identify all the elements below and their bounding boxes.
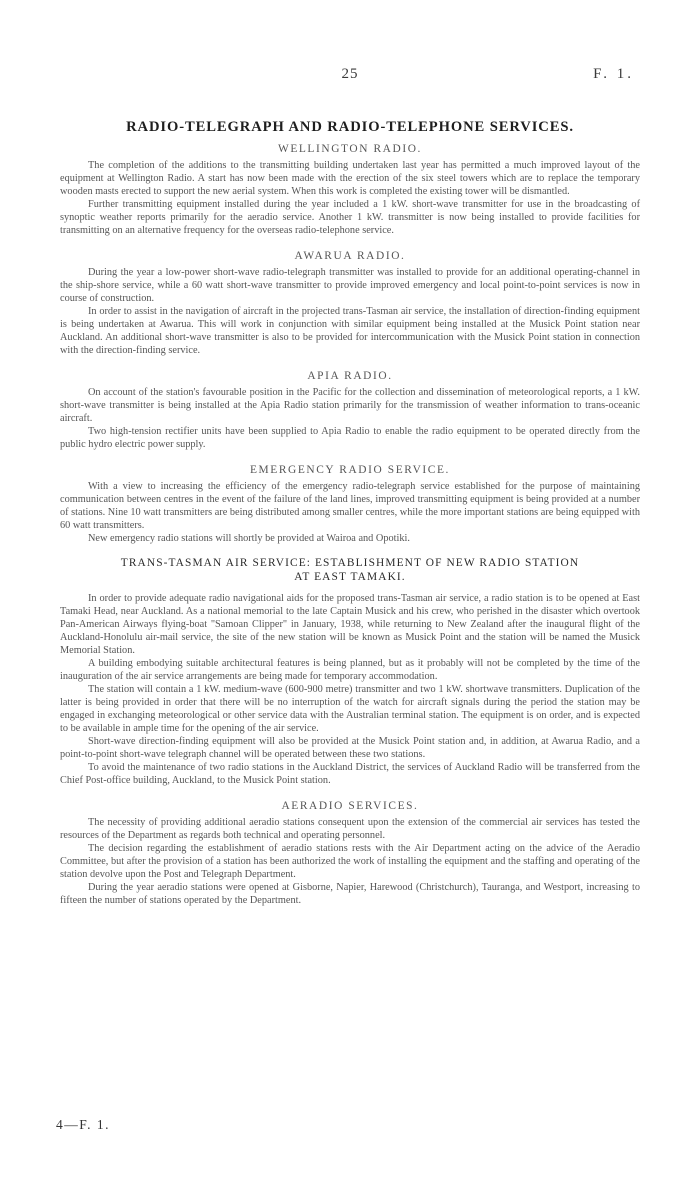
paragraph: During the year aeradio stations were opened at Gisborne, Napier, Harewood (Christchurch), Tauranga, and Westport, increasing to fifteen the number of stations operated by the Department. [60,882,640,906]
paragraph: Further transmitting equipment installed during the year included a 1 kW. short-wave transmitter for use in the broadcasting of synoptic weather reports primarily for the aeradio service. Another 1 kW. transmitter is now being installed to provide facilities for transmitting on an alternative frequency for the overseas radio-telephone service. [60,199,640,236]
signature-mark: 4—F. 1. [56,1117,111,1132]
document-reference: F. 1. [593,66,634,82]
section-heading-line-2: AT EAST TAMAKI. [294,571,406,583]
paragraph: In order to assist in the navigation of aircraft in the projected trans-Tasman air service, the installation of direction-finding equipment is being undertaken at Awarua. This will work in conjunction with similar equipment being installed at the Musick Point station near Auckland. An additional short-wave transmitter is also to be provided for intercommunication with the Musick Point station in connection with the direction-finding service. [60,306,640,356]
paragraph: The completion of the additions to the transmitting building undertaken last year has permitted a much improved layout of the equipment at Wellington Radio. A start has now been made with the erection of the six steel towers which are to replace the temporary wooden masts erected to support the new aerial system. When this work is completed the existing tower will be dismantled. [60,160,640,197]
page-number: 25 [341,66,359,82]
paragraph: Short-wave direction-finding equipment will also be provided at the Musick Point station and, in addition, at Awarua Radio, and a point-to-point short-wave telegraph channel will be operated between these two stations. [60,736,640,760]
section-heading: AERADIO SERVICES. [281,800,419,812]
section-emergency-radio-service [60,464,640,545]
document-body [60,143,640,907]
section-heading: EMERGENCY RADIO SERVICE. [249,464,450,476]
paragraph: A building embodying suitable architectural features is being planned, but as it probably will not be completed by the time of the inauguration of the air service arrangements are being made for temporary accommodation. [60,658,640,682]
section-awarua-radio [60,250,640,357]
paragraph: On account of the station's favourable position in the Pacific for the collection and dissemination of meteorological reports, a 1 kW. short-wave transmitter is being installed at the Apia Radio station primarily for the transmission of weather information to trans-oceanic aircraft. [60,387,640,424]
paragraph: During the year a low-power short-wave radio-telegraph transmitter was installed to provide for an additional operating-channel in the ship-shore service, while a 60 watt short-wave transmitter to provide improved emergency and local point-to-point services is now in course of construction. [60,267,640,304]
paragraph: With a view to increasing the efficiency of the emergency radio-telegraph service established for the purpose of maintaining communication between centres in the event of the failure of the land lines, improved transmitting equipment is being provided at a number of stations. Nine 10 watt transmitters are being distributed among smaller centres, while the more important stations are being equipped with 60 watt transmitters. [60,481,640,531]
section-aeradio-services [60,800,640,907]
paragraph: Two high-tension rectifier units have been supplied to Apia Radio to enable the radio equipment to be operated directly from the public hydro electric power supply. [60,426,640,450]
paragraph: To avoid the maintenance of two radio stations in the Auckland District, the services of Auckland Radio will be transferred from the Chief Post-office building, Auckland, to the Musick Point station. [60,762,640,786]
paragraph: The decision regarding the establishment of aeradio stations rests with the Air Department acting on the advice of the Aeradio Committee, but after the provision of a station has been authorized the work of installing the equipment and the staffing and operating of the station devolve upon the Post and Telegraph Department. [60,843,640,880]
section-heading: AWARUA RADIO. [294,250,406,262]
section-heading-line-1: TRANS-TASMAN AIR SERVICE: ESTABLISHMENT OF NEW RADIO STATION [120,557,580,569]
section-heading: WELLINGTON RADIO. [277,143,423,155]
main-title: RADIO-TELEGRAPH AND RADIO-TELEPHONE SERVICES. [126,119,574,135]
paragraph: In order to provide adequate radio navigational aids for the proposed trans-Tasman air service, a radio station is to be opened at East Tamaki Head, near Auckland. As a national memorial to the late Captain Musick and his crew, who perished in the disaster which overtook Pan-American Airways flying-boat "Samoan Clipper" in January, 1938, while returning to New Zealand after the inaugural flight of the Auckland-Honolulu air-mail service, the site of the new station will be known as Musick Point and the station will be named the Musick Memorial Station. [60,593,640,656]
section-heading: APIA RADIO. [307,370,393,382]
section-wellington-radio [60,143,640,237]
paragraph: The necessity of providing additional aeradio stations consequent upon the extension of the commercial air services has tested the resources of the Department as regards both technical and operating personnel. [60,817,640,841]
paragraph: The station will contain a 1 kW. medium-wave (600-900 metre) transmitter and two 1 kW. shortwave transmitters. Duplication of the latter is being provided in order that there will be no interruption of the watch for aircraft signals during the period the station may be engaged in exchanging meteorological or other service data with the Australian terminal station. The equipment is on order, and is expected to be available in ample time for the opening of the air service. [60,684,640,734]
paragraph: New emergency radio stations will shortly be provided at Wairoa and Opotiki. [88,533,410,544]
section-trans-tasman-air-service [60,556,640,787]
section-apia-radio [60,370,640,451]
section-heading [60,556,640,584]
